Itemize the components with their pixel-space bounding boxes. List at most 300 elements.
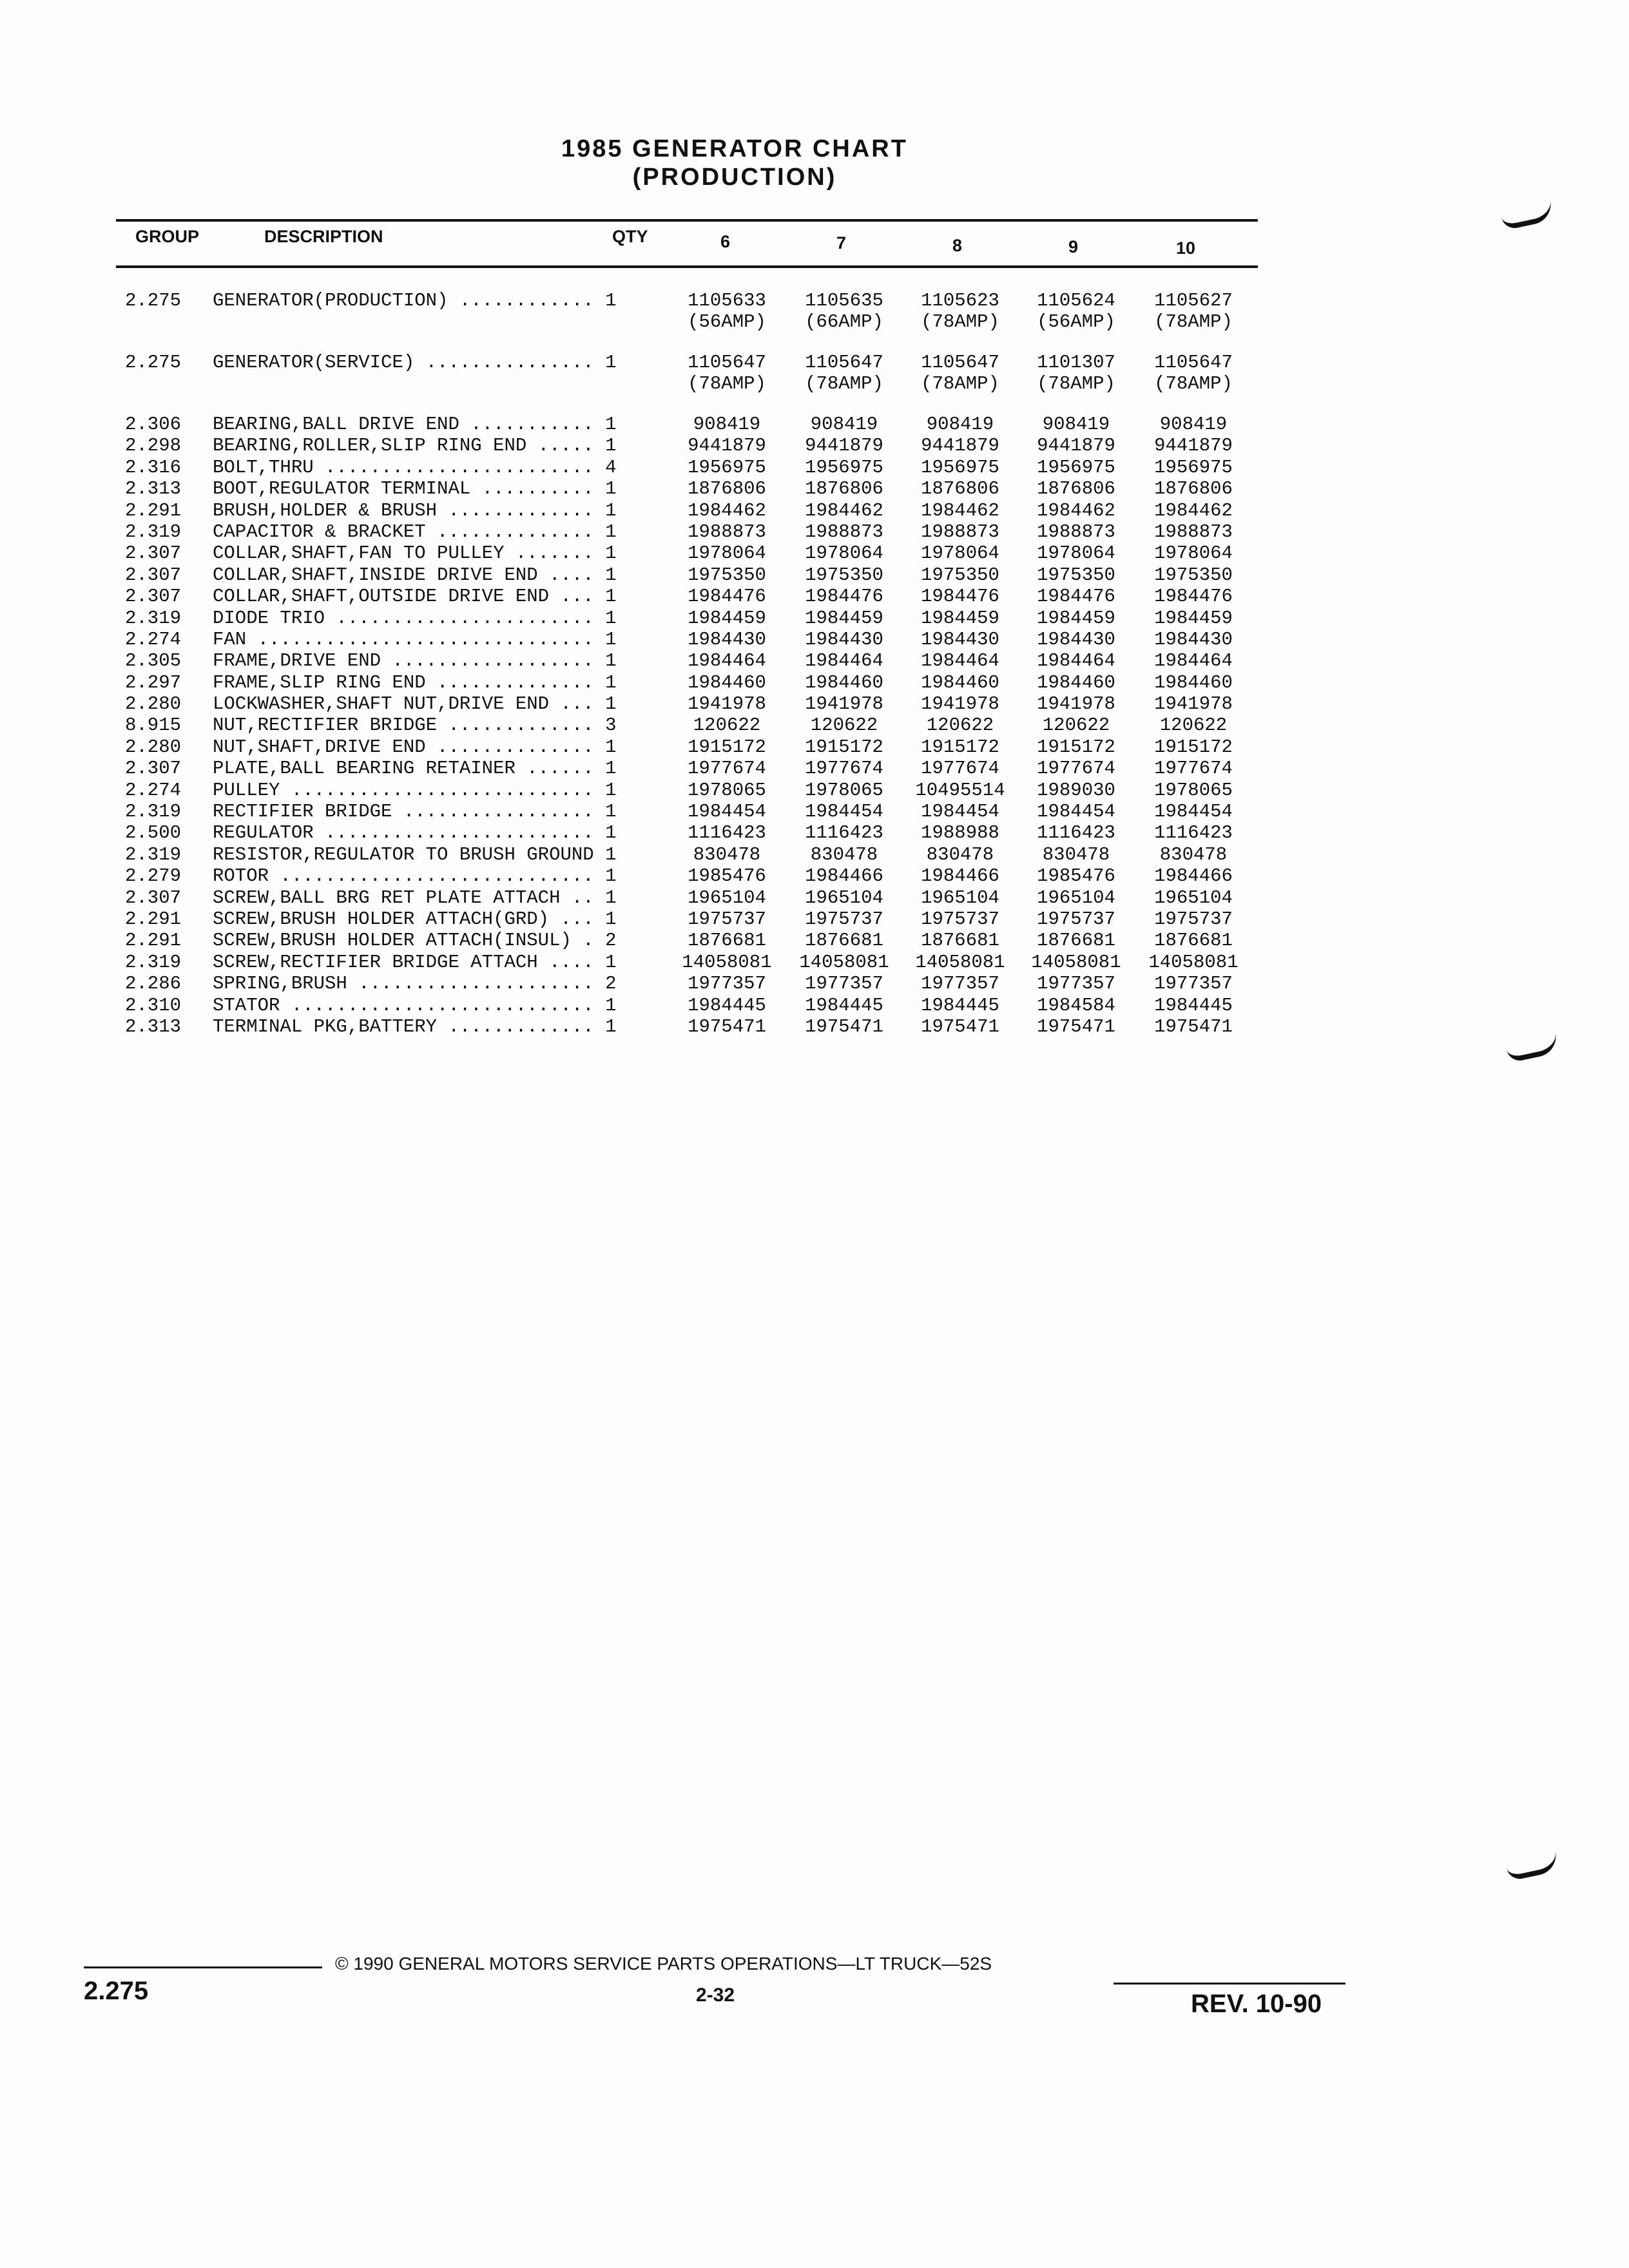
part-number: 120622 — [926, 715, 994, 736]
part-number: 9441879 — [1037, 435, 1115, 457]
part-number-col-10 — [1135, 290, 1251, 332]
group-number: 2.307 — [125, 758, 182, 780]
part-number-col-8 — [902, 500, 1018, 521]
part-description: COLLAR,SHAFT,INSIDE DRIVE END .... 1 — [213, 564, 617, 586]
group-number: 2.306 — [125, 414, 182, 435]
part-number-col-6 — [669, 973, 785, 994]
part-description: FAN .............................. 1 — [213, 628, 617, 650]
part-number-col-6 — [669, 780, 785, 801]
table-row — [116, 715, 1258, 736]
part-number: 1984464 — [688, 650, 766, 672]
part-number: 1984430 — [921, 628, 999, 650]
part-number-col-6 — [669, 543, 785, 564]
part-number-col-9 — [1018, 521, 1134, 543]
footer-revision: REV. 10-90 — [1191, 1990, 1322, 2018]
part-number-col-9 — [1018, 672, 1134, 693]
part-number-col-6 — [669, 500, 785, 521]
part-number-col-7 — [786, 693, 902, 715]
table-row — [116, 478, 1258, 499]
part-number: 1975471 — [1037, 1015, 1115, 1037]
part-number-col-9 — [1018, 435, 1134, 456]
part-number: 1984445 — [921, 994, 999, 1016]
table-row — [116, 887, 1258, 908]
part-number-col-10 — [1135, 352, 1251, 394]
part-number: 1984459 — [1154, 607, 1233, 629]
footer-copyright: © 1990 GENERAL MOTORS SERVICE PARTS OPERATIONS—LT TRUCK—52S — [335, 1954, 992, 1974]
part-number-col-9 — [1018, 822, 1134, 843]
part-number-col-9 — [1018, 715, 1134, 736]
part-number-col-6 — [669, 865, 785, 887]
part-number: 1984476 — [805, 586, 883, 608]
part-number-col-8 — [902, 995, 1018, 1016]
part-number-col-8 — [902, 352, 1018, 394]
part-number-col-9 — [1018, 608, 1134, 629]
part-number-col-10 — [1135, 908, 1251, 930]
part-number-col-10 — [1135, 844, 1251, 865]
table-row — [116, 672, 1258, 693]
part-number-col-10 — [1135, 1016, 1251, 1037]
part-number: 1975350 — [1037, 564, 1115, 586]
group-number: 2.274 — [125, 628, 182, 650]
part-description: COLLAR,SHAFT,OUTSIDE DRIVE END ... 1 — [213, 586, 617, 608]
part-number-col-7 — [786, 672, 902, 693]
part-description: BEARING,BALL DRIVE END ........... 1 — [213, 414, 617, 435]
part-number-col-10 — [1135, 930, 1251, 951]
part-number: 1984466 — [1154, 865, 1233, 887]
table-row — [116, 543, 1258, 564]
part-number-col-6 — [669, 952, 785, 973]
part-number-col-7 — [786, 780, 902, 801]
part-number-col-10 — [1135, 414, 1251, 435]
part-number: 1984445 — [805, 994, 883, 1016]
group-number: 2.280 — [125, 736, 182, 758]
part-number-col-6 — [669, 290, 785, 332]
part-number: 830478 — [1159, 843, 1228, 865]
part-number-col-9 — [1018, 500, 1134, 521]
part-number-col-8 — [902, 1016, 1018, 1037]
part-number: 14058081 — [1148, 951, 1239, 973]
part-number-col-6 — [669, 715, 785, 736]
table-row — [116, 844, 1258, 865]
part-number: 1984466 — [921, 865, 999, 887]
part-number-col-7 — [786, 995, 902, 1016]
table-row — [116, 629, 1258, 650]
part-number: 1105627 — [1154, 290, 1233, 311]
group-number: 2.316 — [125, 456, 182, 478]
table-row — [116, 500, 1258, 521]
part-number-col-8 — [902, 521, 1018, 543]
part-number: 1941978 — [688, 693, 766, 715]
part-number: 1975471 — [688, 1015, 766, 1037]
part-number: 1984460 — [688, 671, 766, 693]
part-description: BEARING,ROLLER,SLIP RING END ..... 1 — [213, 435, 617, 457]
part-number-col-9 — [1018, 586, 1134, 607]
part-number-col-6 — [669, 887, 785, 908]
part-number-col-6 — [669, 435, 785, 456]
part-number-col-8 — [902, 435, 1018, 456]
part-number-col-9 — [1018, 930, 1134, 951]
part-number-col-8 — [902, 693, 1018, 715]
part-number: 908419 — [810, 414, 878, 435]
part-number-col-7 — [786, 457, 902, 478]
amperage-rating: (78AMP) — [805, 373, 883, 394]
part-number-col-6 — [669, 844, 785, 865]
part-number-col-9 — [1018, 995, 1134, 1016]
part-number: 1956975 — [688, 456, 766, 478]
part-number-col-7 — [786, 414, 902, 435]
part-number-col-8 — [902, 457, 1018, 478]
group-number: 2.291 — [125, 930, 182, 952]
amperage-rating: (66AMP) — [805, 311, 883, 332]
part-number: 1984464 — [1037, 650, 1115, 672]
part-number-col-7 — [786, 352, 902, 394]
part-number: 1984460 — [805, 671, 883, 693]
table-row — [116, 736, 1258, 758]
part-number: 1984476 — [921, 586, 999, 608]
part-number-col-6 — [669, 478, 785, 499]
table-row — [116, 822, 1258, 843]
part-number-col-7 — [786, 715, 902, 736]
part-number: 1984462 — [805, 499, 883, 521]
part-number-col-10 — [1135, 865, 1251, 887]
group-number: 2.297 — [125, 671, 182, 693]
part-number-col-10 — [1135, 500, 1251, 521]
part-number-col-7 — [786, 801, 902, 822]
column-header-10: 10 — [1176, 238, 1196, 258]
part-description: CAPACITOR & BRACKET .............. 1 — [213, 521, 617, 543]
group-number: 2.319 — [125, 843, 182, 865]
part-number: 1105647 — [921, 352, 999, 373]
table-row — [116, 457, 1258, 478]
part-description: DIODE TRIO ....................... 1 — [213, 607, 617, 629]
part-number: 14058081 — [682, 951, 772, 973]
amperage-rating: (56AMP) — [688, 311, 766, 332]
part-number-col-9 — [1018, 952, 1134, 973]
part-number: 830478 — [926, 843, 994, 865]
part-number: 1965104 — [1154, 887, 1233, 908]
part-number: 1984445 — [1154, 994, 1233, 1016]
part-number: 1984584 — [1037, 994, 1115, 1016]
part-number: 1876681 — [1037, 930, 1115, 952]
part-number: 1988873 — [1037, 521, 1115, 543]
column-header-description: DESCRIPTION — [264, 227, 383, 246]
part-number-col-8 — [902, 543, 1018, 564]
part-number-col-7 — [786, 650, 902, 671]
part-number: 120622 — [810, 715, 878, 736]
group-number: 2.307 — [125, 887, 182, 908]
part-number-col-9 — [1018, 543, 1134, 564]
binder-tab-mark — [1500, 200, 1555, 231]
part-number-col-9 — [1018, 352, 1134, 394]
part-number-col-8 — [902, 801, 1018, 822]
part-number-col-8 — [902, 908, 1018, 930]
part-number: 1956975 — [805, 456, 883, 478]
part-number: 1984459 — [921, 607, 999, 629]
part-number: 1975471 — [805, 1015, 883, 1037]
part-number-col-7 — [786, 608, 902, 629]
part-number: 1975737 — [805, 908, 883, 930]
part-number-col-10 — [1135, 801, 1251, 822]
part-number: 1876681 — [805, 930, 883, 952]
part-number-col-10 — [1135, 672, 1251, 693]
part-number: 1105635 — [805, 290, 883, 311]
part-description: PLATE,BALL BEARING RETAINER ...... 1 — [213, 758, 617, 780]
part-number: 1977357 — [688, 973, 766, 995]
part-number: 1941978 — [921, 693, 999, 715]
binder-tab-mark — [1505, 1032, 1560, 1063]
part-description: TERMINAL PKG,BATTERY ............. 1 — [213, 1015, 617, 1037]
part-number: 1105624 — [1037, 290, 1115, 311]
part-number-col-8 — [902, 822, 1018, 843]
part-number-col-7 — [786, 865, 902, 887]
part-number-col-9 — [1018, 736, 1134, 758]
part-number-col-6 — [669, 736, 785, 758]
part-number-col-8 — [902, 930, 1018, 951]
part-number: 1977674 — [1154, 758, 1233, 780]
part-number-col-8 — [902, 973, 1018, 994]
part-number-col-7 — [786, 844, 902, 865]
chart-title: 1985 GENERATOR CHART — [561, 135, 908, 162]
amperage-rating: (78AMP) — [921, 373, 999, 394]
part-description: LOCKWASHER,SHAFT NUT,DRIVE END ... 1 — [213, 693, 617, 715]
part-number: 1116423 — [688, 822, 766, 844]
part-description: PULLEY ........................... 1 — [213, 779, 617, 801]
part-number-col-10 — [1135, 629, 1251, 650]
part-number: 1105647 — [805, 352, 883, 373]
part-description: NUT,SHAFT,DRIVE END .............. 1 — [213, 736, 617, 758]
part-number: 1977674 — [688, 758, 766, 780]
part-number-col-10 — [1135, 543, 1251, 564]
amperage-rating: (78AMP) — [921, 311, 999, 332]
group-number: 8.915 — [125, 715, 182, 736]
part-number-col-10 — [1135, 564, 1251, 586]
part-number-col-6 — [669, 586, 785, 607]
group-number: 2.274 — [125, 779, 182, 801]
part-number-col-7 — [786, 822, 902, 843]
part-description: SCREW,BRUSH HOLDER ATTACH(INSUL) . 2 — [213, 930, 617, 952]
part-number-col-6 — [669, 908, 785, 930]
part-number-col-7 — [786, 586, 902, 607]
part-description: SCREW,RECTIFIER BRIDGE ATTACH .... 1 — [213, 951, 617, 973]
part-number-col-8 — [902, 608, 1018, 629]
part-number: 908419 — [693, 414, 761, 435]
table-row — [116, 801, 1258, 822]
part-number: 1105647 — [1154, 352, 1233, 373]
part-number: 120622 — [1159, 715, 1228, 736]
part-number: 1984454 — [1154, 801, 1233, 823]
part-number: 1984454 — [921, 801, 999, 823]
group-number: 2.319 — [125, 801, 182, 823]
footer-rule-left — [84, 1966, 322, 1968]
column-header-7: 7 — [836, 233, 847, 253]
part-number-col-6 — [669, 930, 785, 951]
footer-rule-right — [1113, 1983, 1345, 1984]
group-number: 2.319 — [125, 607, 182, 629]
table-row — [116, 435, 1258, 456]
part-number: 1975471 — [1154, 1015, 1233, 1037]
part-number: 1978064 — [805, 543, 883, 564]
part-number-col-9 — [1018, 457, 1134, 478]
part-number: 1984454 — [688, 801, 766, 823]
part-number-col-10 — [1135, 521, 1251, 543]
group-number: 2.307 — [125, 586, 182, 608]
part-number-col-8 — [902, 586, 1018, 607]
part-number: 9441879 — [1154, 435, 1233, 457]
chart-subtitle: (PRODUCTION) — [632, 164, 837, 191]
part-number: 1965104 — [921, 887, 999, 908]
part-description: BOOT,REGULATOR TERMINAL .......... 1 — [213, 478, 617, 500]
part-number: 1984476 — [688, 586, 766, 608]
part-number: 1977357 — [1154, 973, 1233, 995]
footer-group-number: 2.275 — [84, 1977, 149, 2005]
part-number: 1978065 — [1154, 779, 1233, 801]
part-number-col-8 — [902, 629, 1018, 650]
part-description: BOLT,THRU ........................ 4 — [213, 456, 617, 478]
part-number: 1965104 — [1037, 887, 1115, 908]
part-number: 1984459 — [688, 607, 766, 629]
part-number: 1116423 — [1037, 822, 1115, 844]
part-description: STATOR ........................... 1 — [213, 994, 617, 1016]
part-description: FRAME,SLIP RING END .............. 1 — [213, 671, 617, 693]
part-description: RESISTOR,REGULATOR TO BRUSH GROUND 1 — [213, 843, 617, 865]
part-number: 1978064 — [688, 543, 766, 564]
part-number-col-10 — [1135, 715, 1251, 736]
part-number-col-6 — [669, 822, 785, 843]
table-row — [116, 693, 1258, 715]
part-number-col-8 — [902, 952, 1018, 973]
group-number: 2.286 — [125, 973, 182, 995]
part-number: 1876681 — [1154, 930, 1233, 952]
part-number: 1978064 — [1154, 543, 1233, 564]
part-number-col-7 — [786, 908, 902, 930]
part-number: 1105623 — [921, 290, 999, 311]
part-number: 1977357 — [1037, 973, 1115, 995]
part-number-col-9 — [1018, 780, 1134, 801]
part-number: 1978065 — [805, 779, 883, 801]
group-number: 2.319 — [125, 951, 182, 973]
part-number-col-9 — [1018, 801, 1134, 822]
part-number: 1977674 — [921, 758, 999, 780]
part-number-col-7 — [786, 736, 902, 758]
group-number: 2.313 — [125, 478, 182, 500]
part-number-col-6 — [669, 457, 785, 478]
part-number: 1984430 — [1154, 628, 1233, 650]
part-number-col-10 — [1135, 693, 1251, 715]
part-number: 1975350 — [1154, 564, 1233, 586]
column-header-qty: QTY — [612, 227, 648, 246]
group-number: 2.305 — [125, 650, 182, 672]
part-number: 1984459 — [805, 607, 883, 629]
part-number-col-9 — [1018, 693, 1134, 715]
part-number-col-6 — [669, 758, 785, 779]
part-number: 1984430 — [1037, 628, 1115, 650]
part-number-col-7 — [786, 629, 902, 650]
part-number: 1984462 — [1037, 499, 1115, 521]
amperage-rating: (56AMP) — [1037, 311, 1115, 332]
part-number: 1105647 — [688, 352, 766, 373]
part-number: 1988988 — [921, 822, 999, 844]
part-number-col-10 — [1135, 973, 1251, 994]
part-number: 1984454 — [805, 801, 883, 823]
part-description: GENERATOR(PRODUCTION) ............ 1 — [213, 290, 617, 311]
part-number: 1984466 — [805, 865, 883, 887]
part-number-col-9 — [1018, 887, 1134, 908]
part-number-col-10 — [1135, 822, 1251, 843]
group-number: 2.319 — [125, 521, 182, 543]
part-description: RECTIFIER BRIDGE ................. 1 — [213, 801, 617, 823]
footer-page-number: 2-32 — [696, 1984, 735, 2006]
part-number: 1975350 — [805, 564, 883, 586]
part-number-col-7 — [786, 478, 902, 499]
part-number: 1116423 — [1154, 822, 1233, 844]
part-number: 1975737 — [921, 908, 999, 930]
binder-tab-mark — [1505, 1850, 1560, 1881]
part-number-col-8 — [902, 780, 1018, 801]
part-number: 1978064 — [1037, 543, 1115, 564]
part-number-col-8 — [902, 650, 1018, 671]
part-number-col-6 — [669, 801, 785, 822]
part-number-col-8 — [902, 564, 1018, 586]
part-number-col-7 — [786, 930, 902, 951]
part-number-col-9 — [1018, 1016, 1134, 1037]
part-number: 1915172 — [805, 736, 883, 758]
part-number-col-6 — [669, 1016, 785, 1037]
part-number-col-10 — [1135, 758, 1251, 779]
part-number-col-10 — [1135, 457, 1251, 478]
part-number-col-8 — [902, 758, 1018, 779]
table-row — [116, 564, 1258, 586]
part-number-col-6 — [669, 352, 785, 394]
part-number-col-10 — [1135, 586, 1251, 607]
part-number: 1984459 — [1037, 607, 1115, 629]
group-number: 2.310 — [125, 994, 182, 1016]
part-number: 1977357 — [805, 973, 883, 995]
column-header-9: 9 — [1068, 237, 1079, 256]
part-number-col-7 — [786, 521, 902, 543]
part-number: 1116423 — [805, 822, 883, 844]
part-description: NUT,RECTIFIER BRIDGE ............. 3 — [213, 715, 617, 736]
part-number-col-10 — [1135, 608, 1251, 629]
part-number-col-8 — [902, 844, 1018, 865]
part-number-col-9 — [1018, 973, 1134, 994]
group-number: 2.279 — [125, 865, 182, 887]
part-number: 1984460 — [921, 671, 999, 693]
part-number: 1941978 — [1154, 693, 1233, 715]
part-description: SCREW,BRUSH HOLDER ATTACH(GRD) ... 1 — [213, 908, 617, 930]
group-number: 2.291 — [125, 908, 182, 930]
part-number: 1876806 — [1037, 478, 1115, 500]
part-number-col-9 — [1018, 844, 1134, 865]
part-number: 1975737 — [1037, 908, 1115, 930]
part-number: 1915172 — [688, 736, 766, 758]
part-number: 1915172 — [1037, 736, 1115, 758]
part-number: 908419 — [1042, 414, 1110, 435]
part-number-col-8 — [902, 887, 1018, 908]
part-number-col-7 — [786, 500, 902, 521]
part-number: 1984462 — [688, 499, 766, 521]
part-number: 1984445 — [688, 994, 766, 1016]
part-number: 1984464 — [805, 650, 883, 672]
part-number: 1876806 — [688, 478, 766, 500]
part-number: 1977674 — [1037, 758, 1115, 780]
part-description: BRUSH,HOLDER & BRUSH ............. 1 — [213, 499, 617, 521]
part-number: 14058081 — [915, 951, 1005, 973]
part-number: 1876681 — [688, 930, 766, 952]
column-header-6: 6 — [720, 232, 731, 251]
part-number: 1975737 — [688, 908, 766, 930]
part-number-col-6 — [669, 521, 785, 543]
part-number: 1915172 — [1154, 736, 1233, 758]
